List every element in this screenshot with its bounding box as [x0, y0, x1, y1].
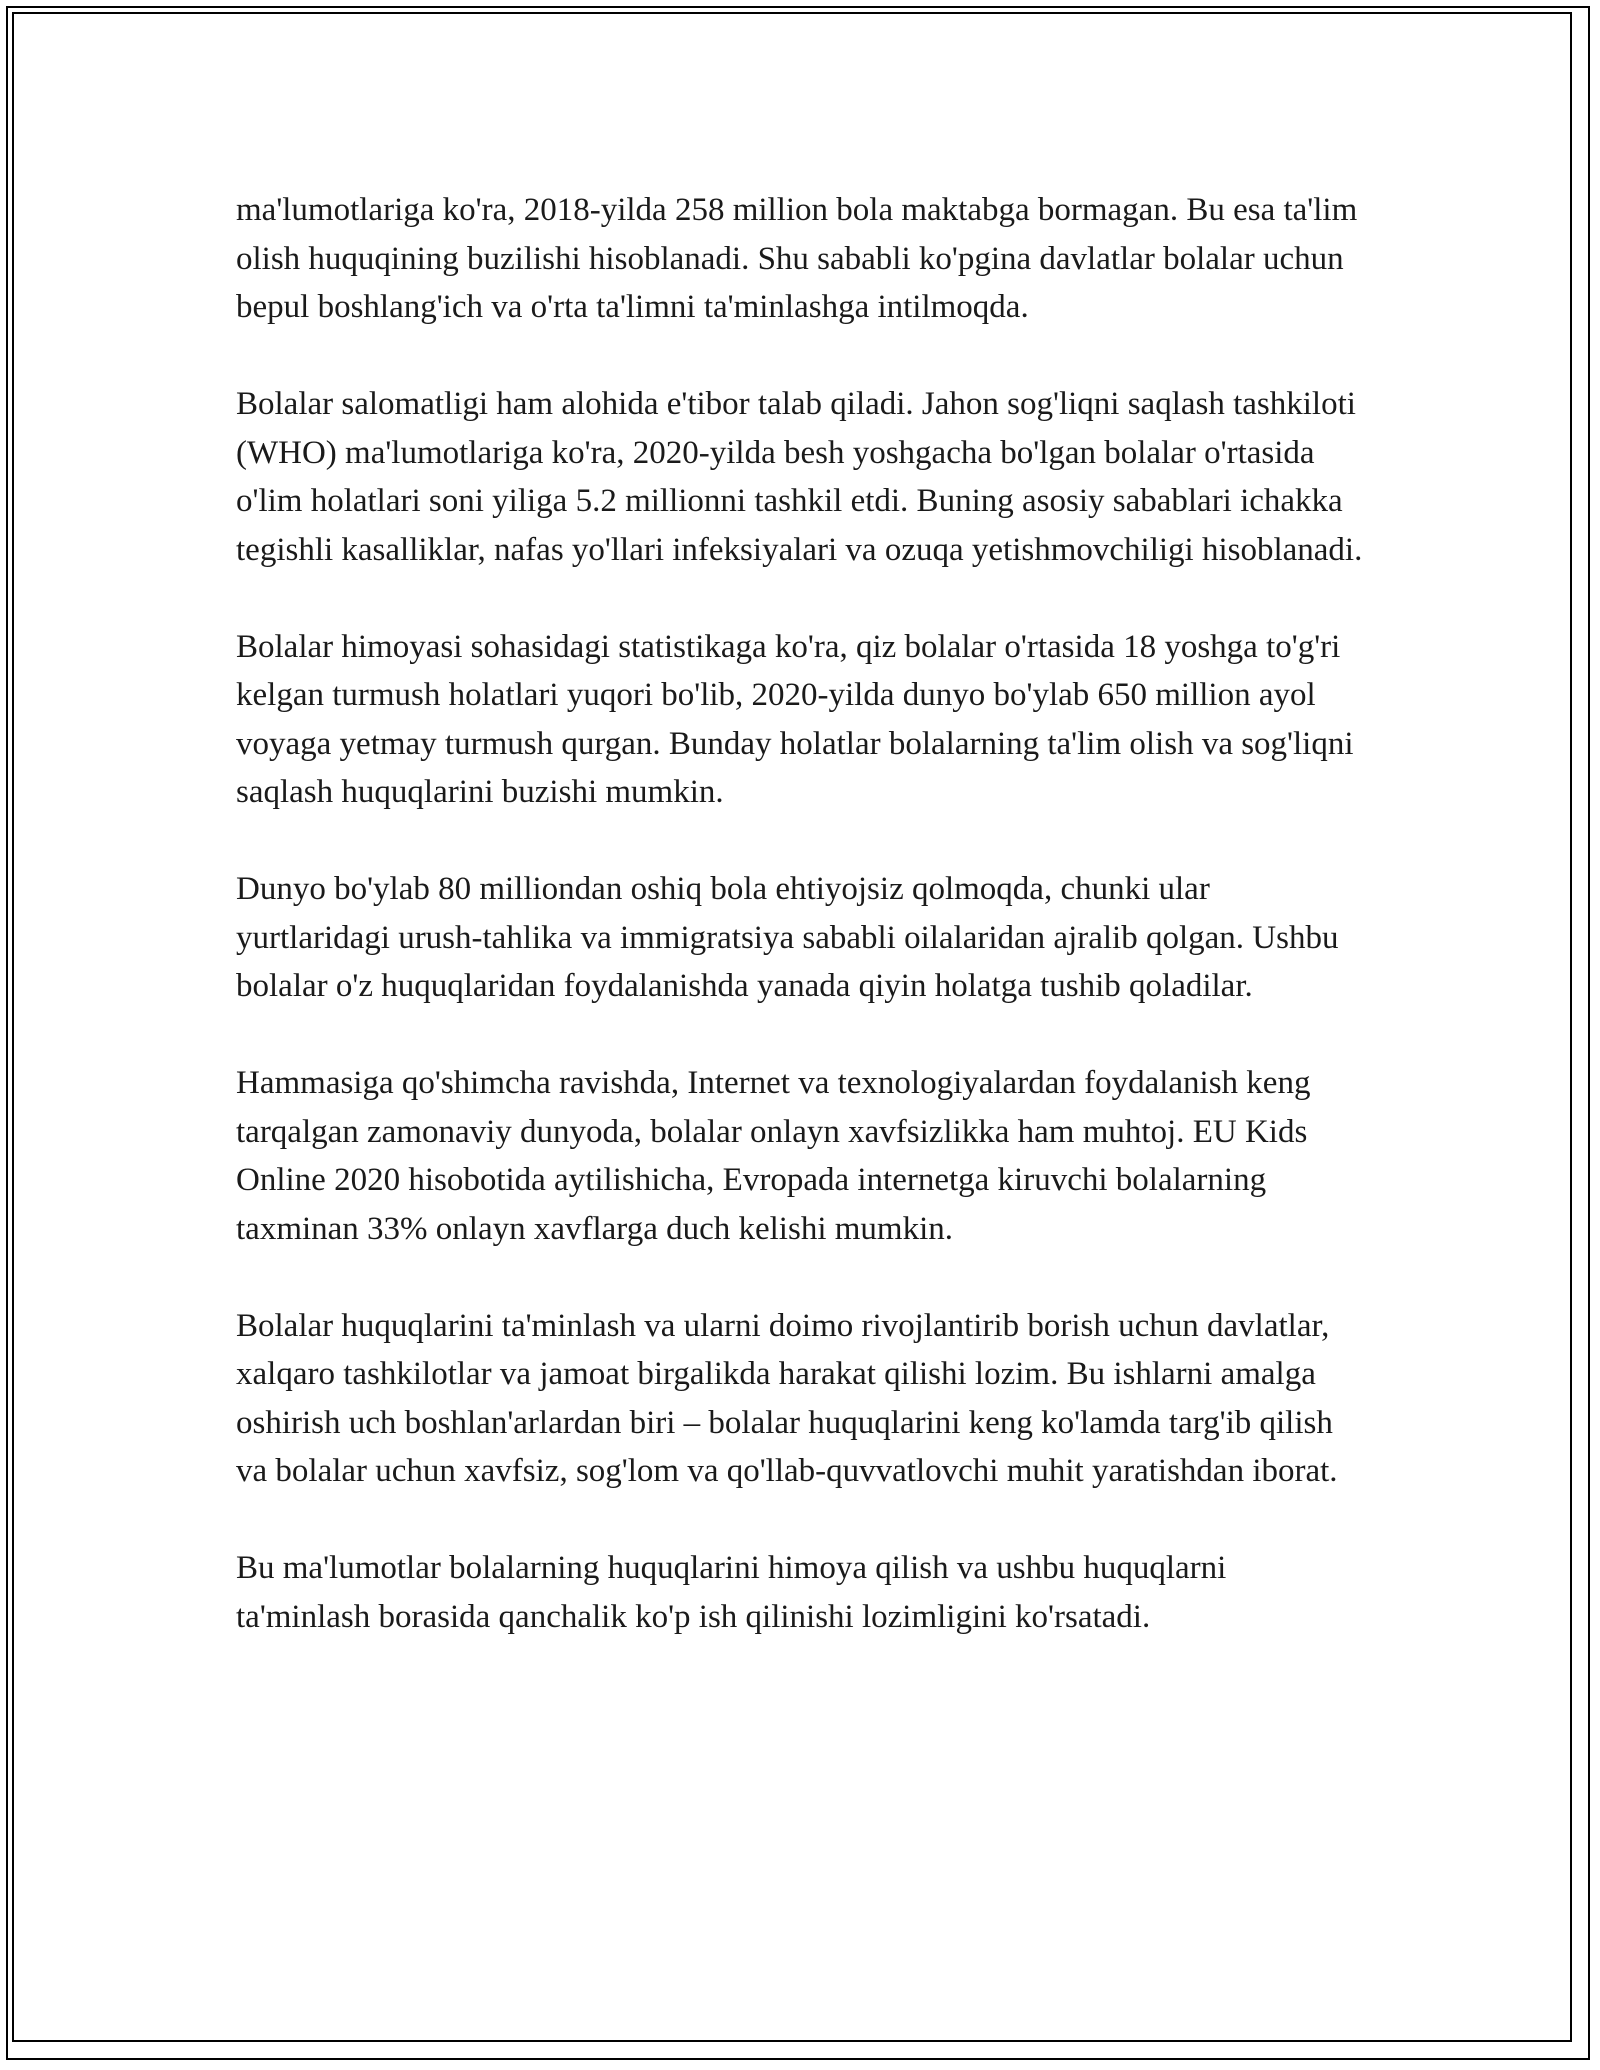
paragraph-protection: Bolalar himoyasi sohasidagi statistikaga ko'ra, qiz bolalar o'rtasida 18 yoshga to'g'ri kelgan turmush holatlari yuqori bo'lib, 2020-yilda dunyo bo'ylab 650 million ayol voyaga yetmay turmush qurgan. Bunday holatlar bolalarning ta'lim olish va sog'liqni saqlash huquqlarini buzishi mumkin.	[236, 628, 1354, 810]
paragraph-health: Bolalar salomatligi ham alohida e'tibor talab qiladi. Jahon sog'liqni saqlash tashkiloti (WHO) ma'lumotlariga ko'ra, 2020-yilda besh yoshgacha bo'lgan bolalar o'rtasida o'lim holatlari soni yiliga 5.2 millionni tashkil etdi. Buning asosiy sabablari ichakka tegishli kasalliklar, nafas yo'llari infeksiyalari va ozuqa yetishmovchiligi hisoblanadi.	[236, 386, 1363, 568]
paragraph-cooperation: Bolalar huquqlarini ta'minlash va ularni doimo rivojlantirib borish uchun davlatlar, xalqaro tashkilotlar va jamoat birgalikda harakat qilishi lozim. Bu ishlarni amalga oshirish uch boshlan'arlardan biri – bolalar huquqlarini keng ko'lamda targ'ib qilish va bolalar uchun xavfsiz, sog'lom va qo'llab-quvvatlovchi muhit yaratishdan iborat.	[236, 1307, 1338, 1489]
paragraph-conclusion: Bu ma'lumotlar bolalarning huquqlarini himoya qilish va ushbu huquqlarni ta'minlash borasida qanchalik ko'p ish qilinishi lozimligini ko'rsatadi.	[236, 1550, 1227, 1635]
paragraph-displaced-children: Dunyo bo'ylab 80 milliondan oshiq bola ehtiyojsiz qolmoqda, chunki ular yurtlaridagi urush-tahlika va immigratsiya sababli oilalaridan ajralib qolgan. Ushbu bolalar o'z huquqlaridan foydalanishda yanada qiyin holatga tushib qoladilar.	[236, 871, 1339, 1004]
paragraph-education: ma'lumotlariga ko'ra, 2018-yilda 258 million bola maktabga bormagan. Bu esa ta'lim olish huquqining buzilishi hisoblanadi. Shu sababli ko'pgina davlatlar bolalar uchun bepul boshlang'ich va o'rta ta'limni ta'minlashga intilmoqda.	[236, 192, 1358, 325]
document-body	[236, 186, 1366, 1641]
paragraph-online-safety: Hammasiga qo'shimcha ravishda, Internet va texnologiyalardan foydalanish keng tarqalgan zamonaviy dunyoda, bolalar onlayn xavfsizlikka ham muhtoj. EU Kids Online 2020 hisobotida aytilishicha, Evropada internetga kiruvchi bolalarning taxminan 33% onlayn xavflarga duch kelishi mumkin.	[236, 1065, 1311, 1247]
